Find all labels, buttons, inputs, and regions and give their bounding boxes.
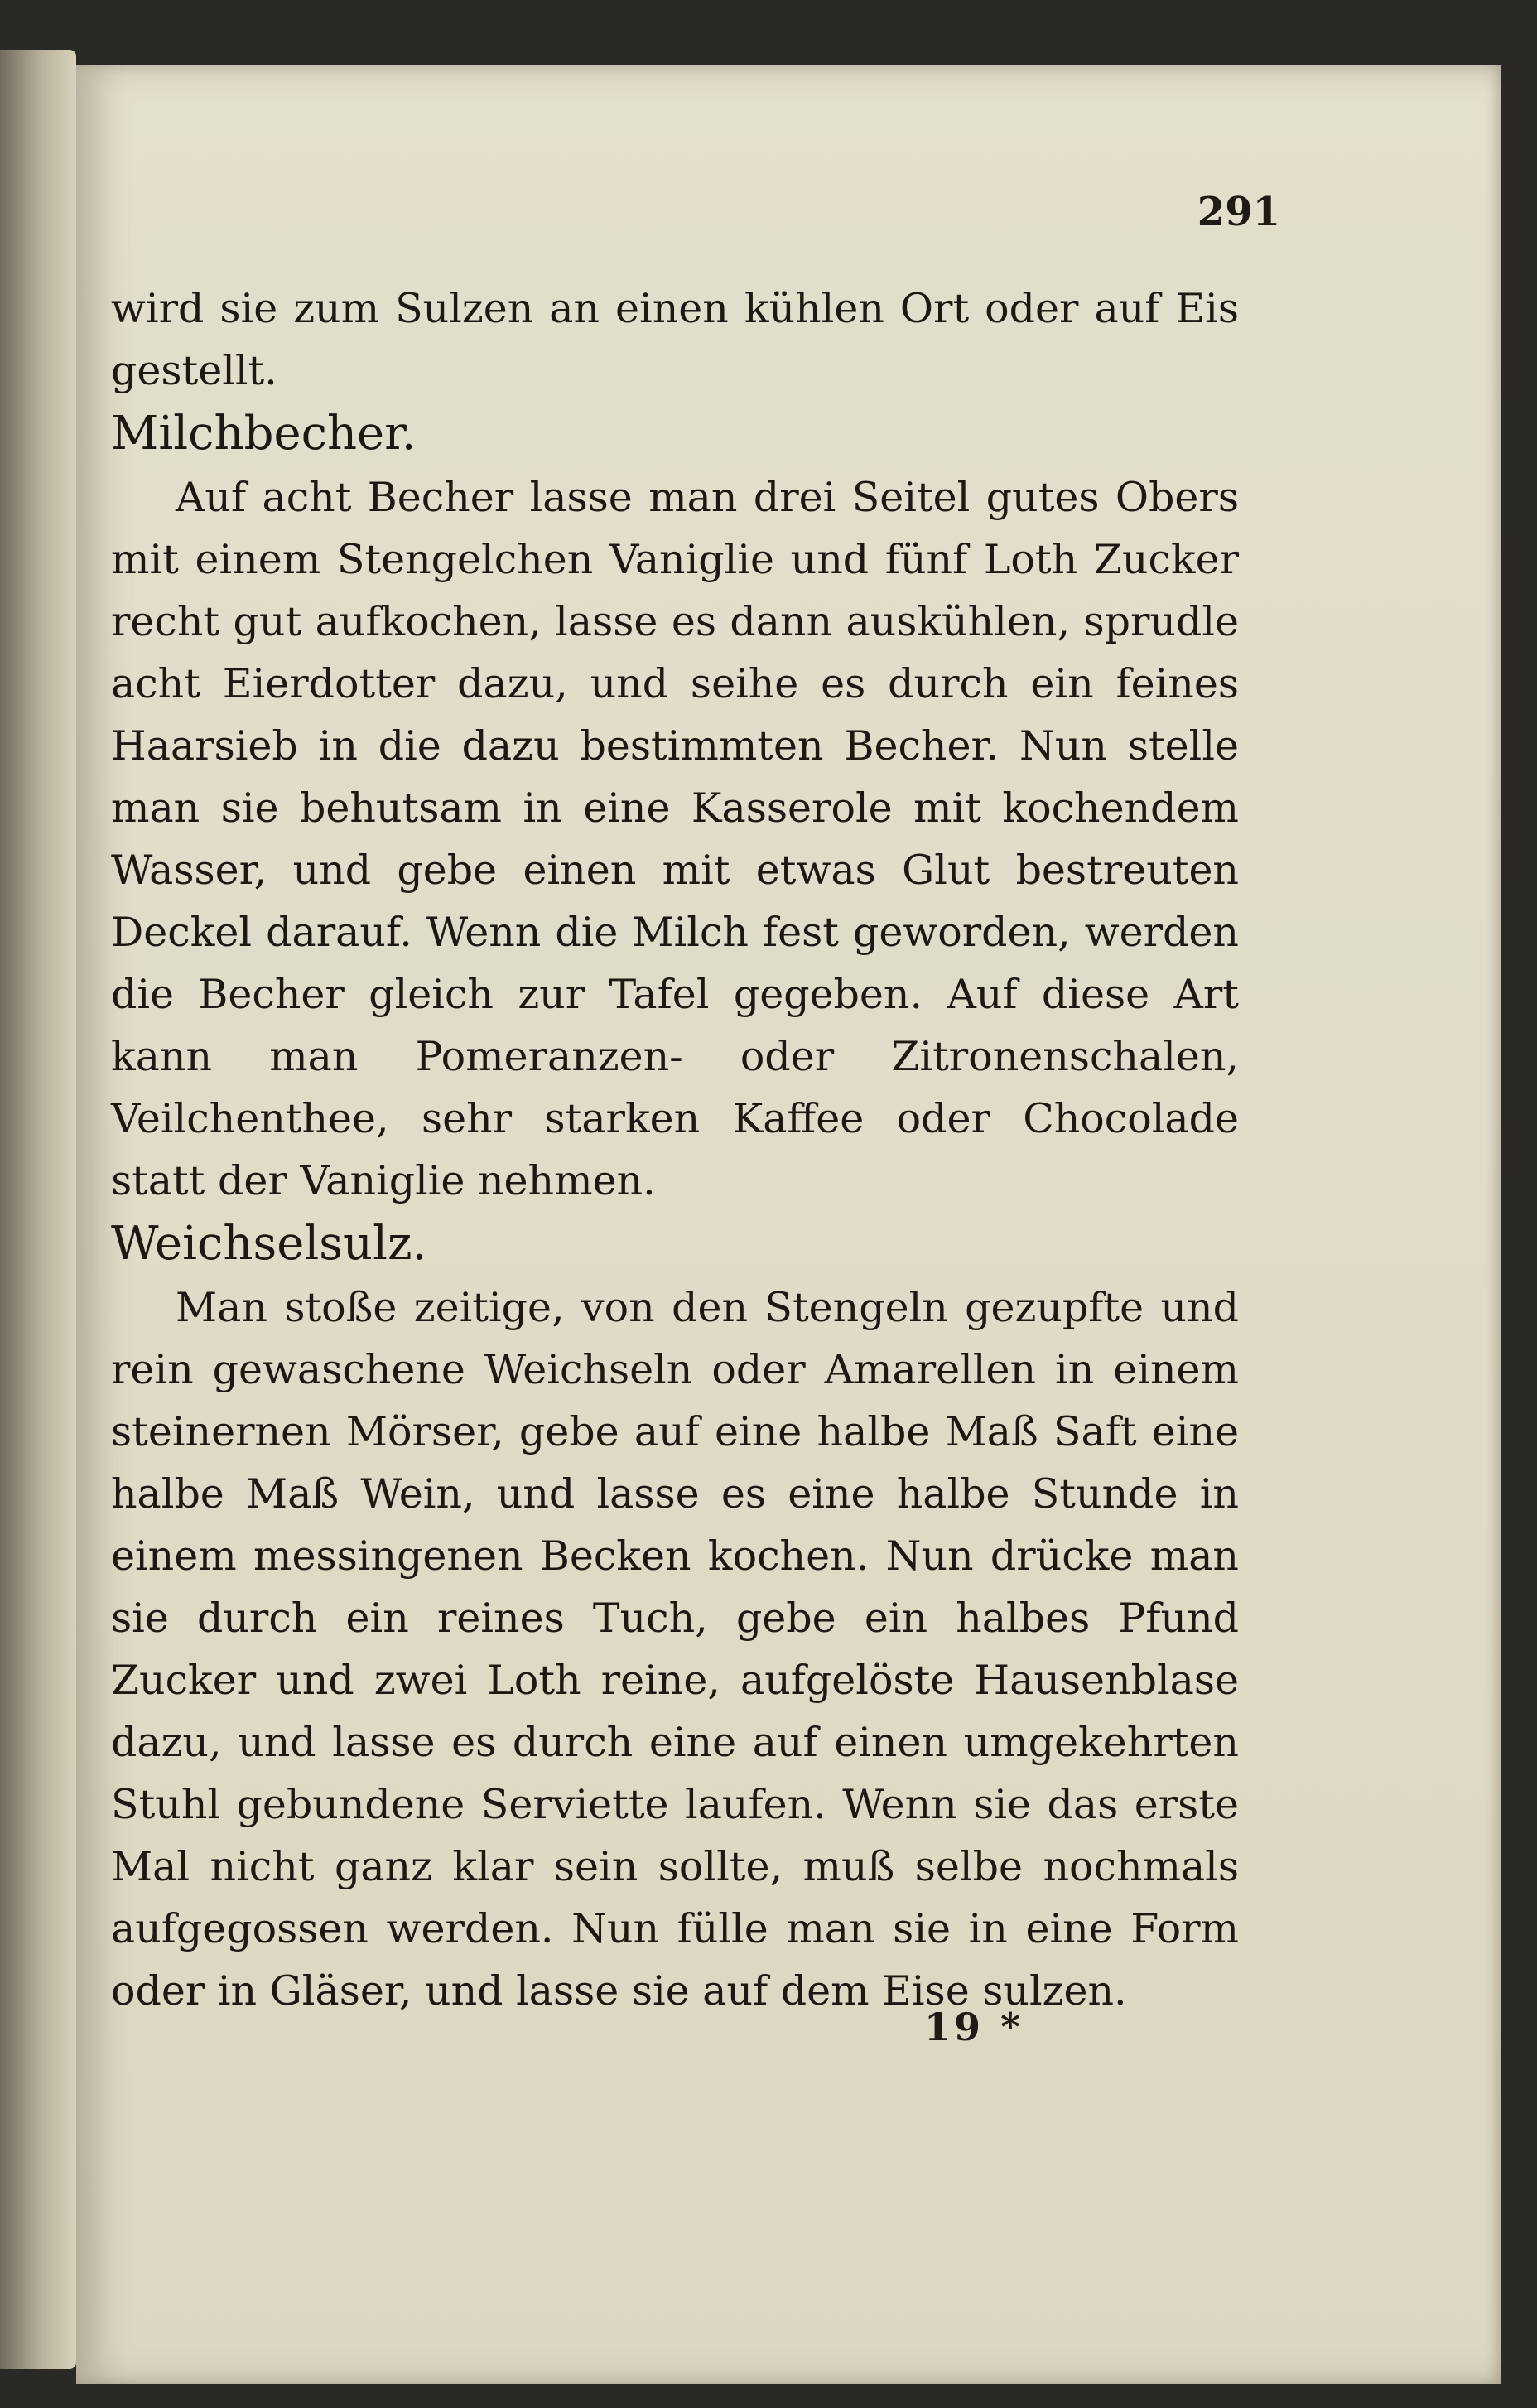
page-number: 291 xyxy=(1197,189,1280,235)
continuation-paragraph: wird sie zum Sulzen an einen kühlen Ort oder auf Eis gestellt. xyxy=(111,285,1239,394)
signature-mark: 19 * xyxy=(924,2005,1024,2049)
recipe-paragraph-milchbecher: Auf acht Becher lasse man drei Seitel gutes Obers mit einem Stengelchen Vaniglie und fünf Loth Zucker recht gut aufkochen, lasse es dann auskühlen, sprudle acht Eierdotter dazu, und seihe es durch ein feines Haarsieb in die dazu bestimmten Becher. Nun stelle man sie behutsam in eine Kasserole mit kochendem Wasser, und gebe einen mit etwas Glut bestreuten Deckel darauf. Wenn die Milch fest geworden, werden die Becher gleich zur Tafel gegeben. Auf diese Art kann man Pomeranzen- oder Zitronenschalen, Veilchenthee, sehr starken Kaffee oder Chocolade statt der Vaniglie nehmen. xyxy=(111,474,1239,1204)
book-spine xyxy=(0,50,76,2369)
section-heading-weichselsulz: Weichselsulz. xyxy=(111,1217,427,1271)
section-heading-milchbecher: Milchbecher. xyxy=(111,407,417,461)
recipe-paragraph-weichselsulz: Man stoße zeitige, von den Stengeln gezupfte und rein gewaschene Weichseln oder Amarellen in einem steinernen Mörser, gebe auf eine halbe Maß Saft eine halbe Maß Wein, und lasse es eine halbe Stunde in einem messingenen Becken kochen. Nun drücke man sie durch ein reines Tuch, gebe ein halbes Pfund Zucker und zwei Loth reine, aufgelöste Hausenblase dazu, und lasse es durch eine auf einen umgekehrten Stuhl gebundene Serviette laufen. Wenn sie das erste Mal nicht ganz klar sein sollte, muß selbe nochmals aufgegossen werden. Nun fülle man sie in eine Form oder in Gläser, und lasse sie auf dem Eise sulzen. xyxy=(111,1284,1239,2015)
page-text xyxy=(111,277,1239,2022)
